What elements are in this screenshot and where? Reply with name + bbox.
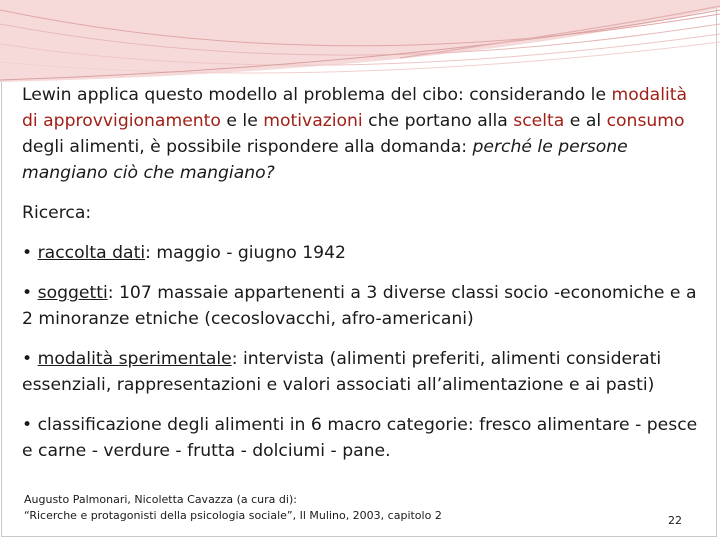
intro-text: degli alimenti, è possibile rispondere alla domanda: [22, 137, 473, 157]
citation-source: “Ricerche e protagonisti della psicologia sociale”, Il Mulino, 2003, capitolo 2 [24, 509, 442, 522]
bullet-key-term: modalità sperimentale [37, 349, 232, 369]
footer-citation [24, 492, 442, 524]
accent-term-consumo: consumo [606, 111, 685, 131]
bullet-marker: • [22, 349, 38, 369]
intro-text: e le [220, 111, 264, 131]
research-heading: Ricerca: [22, 203, 92, 223]
bullet-key-term: soggetti [37, 283, 108, 303]
bullet-item [22, 346, 702, 398]
intro-text: che portano alla [362, 111, 514, 131]
slide-content [22, 82, 702, 478]
bullet-item [22, 412, 702, 464]
bullet-marker: • [22, 243, 38, 263]
header-wave-decoration [0, 0, 720, 90]
accent-term-scelta: scelta [513, 111, 565, 131]
intro-text: Lewin applica questo modello al problema del cibo: considerando le [22, 85, 612, 105]
intro-paragraph [22, 82, 702, 186]
page-number: 22 [668, 514, 682, 527]
citation-authors: Augusto Palmonari, Nicoletta Cavazza (a cura di): [24, 493, 297, 506]
accent-term-motivazioni: motivazioni [263, 111, 363, 131]
bullet-item [22, 240, 702, 266]
bullet-marker: • [22, 283, 38, 303]
bullet-text: classificazione degli alimenti in 6 macro categorie: fresco alimentare - pesce e carne - verdure - frutta - dolciumi - pane. [22, 415, 698, 461]
bullet-text: : 107 massaie appartenenti a 3 diverse classi socio -economiche e a 2 minoranze etniche (cecoslovacchi, afro-americani) [22, 283, 697, 329]
research-question: perché le persone mangiano ciò che mangiano? [22, 137, 628, 183]
bullet-item [22, 280, 702, 332]
bullet-marker: • [22, 415, 38, 435]
intro-text: e al [564, 111, 607, 131]
bullet-text: : maggio - giugno 1942 [145, 243, 346, 263]
bullet-text: : intervista (alimenti preferiti, alimenti considerati essenziali, rappresentazioni e valori associati all’alimentazione e ai pasti) [22, 349, 662, 395]
accent-term-approvvigionamento: modalità di approvvigionamento [22, 85, 688, 131]
bullet-key-term: raccolta dati [37, 243, 146, 263]
